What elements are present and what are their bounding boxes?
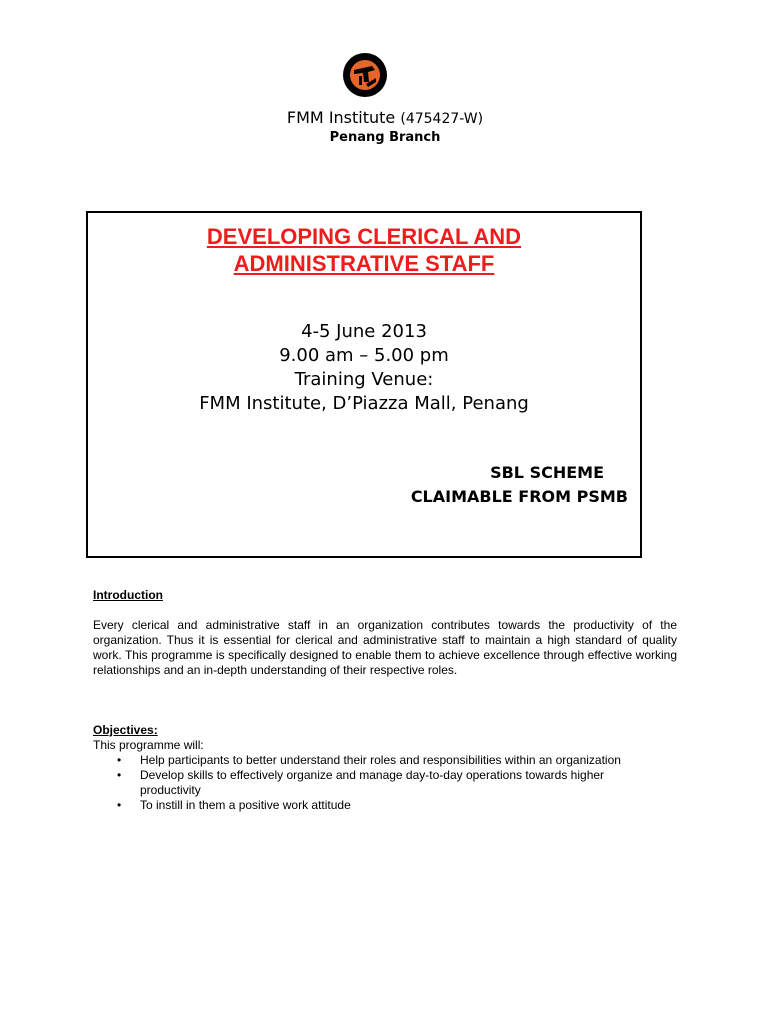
objectives-section [93, 723, 677, 813]
introduction-heading: Introduction [93, 588, 163, 602]
scheme-notice [411, 461, 628, 509]
list-item: • Develop skills to effectively organize and manage day-to-day operations towards higher productivity [93, 768, 677, 798]
introduction-body: Every clerical and administrative staff in an organization contributes towards the productivity of the organization. Thus it is essential for clerical and administrative staff to maintain a high standard of quality work. This programme is specifically designed to enable them to achieve excellence through effective working relationships and an in-depth understanding of their respective roles. [93, 618, 677, 677]
course-title-line-2: ADMINISTRATIVE STAFF [233, 251, 495, 276]
course-time: 9.00 am – 5.00 pm [279, 345, 449, 366]
document-body [93, 588, 677, 813]
list-item: • Help participants to better understand their roles and responsibilities within an organization [93, 753, 677, 768]
scheme-line-2: CLAIMABLE FROM PSMB [410, 487, 628, 506]
course-info-box [86, 211, 642, 558]
course-details [88, 320, 640, 416]
venue: FMM Institute, D’Piazza Mall, Penang [199, 393, 529, 414]
venue-label: Training Venue: [294, 369, 434, 390]
list-item: • To instill in them a positive work attitude [93, 798, 677, 813]
course-date: 4-5 June 2013 [301, 321, 427, 342]
branch-name: Penang Branch [329, 130, 441, 145]
objectives-heading: Objectives: [93, 723, 158, 737]
course-title [88, 223, 640, 277]
course-title-line-1: DEVELOPING CLERICAL AND [206, 224, 522, 249]
institute-name: FMM Institute [286, 108, 396, 127]
objectives-list [93, 753, 677, 813]
scheme-line-1: SBL SCHEME [490, 463, 604, 482]
registration-number: (475427-W) [400, 111, 484, 127]
institute-line [0, 108, 770, 129]
objectives-lead: This programme will: [93, 738, 204, 752]
fmm-logo-icon [342, 52, 388, 98]
